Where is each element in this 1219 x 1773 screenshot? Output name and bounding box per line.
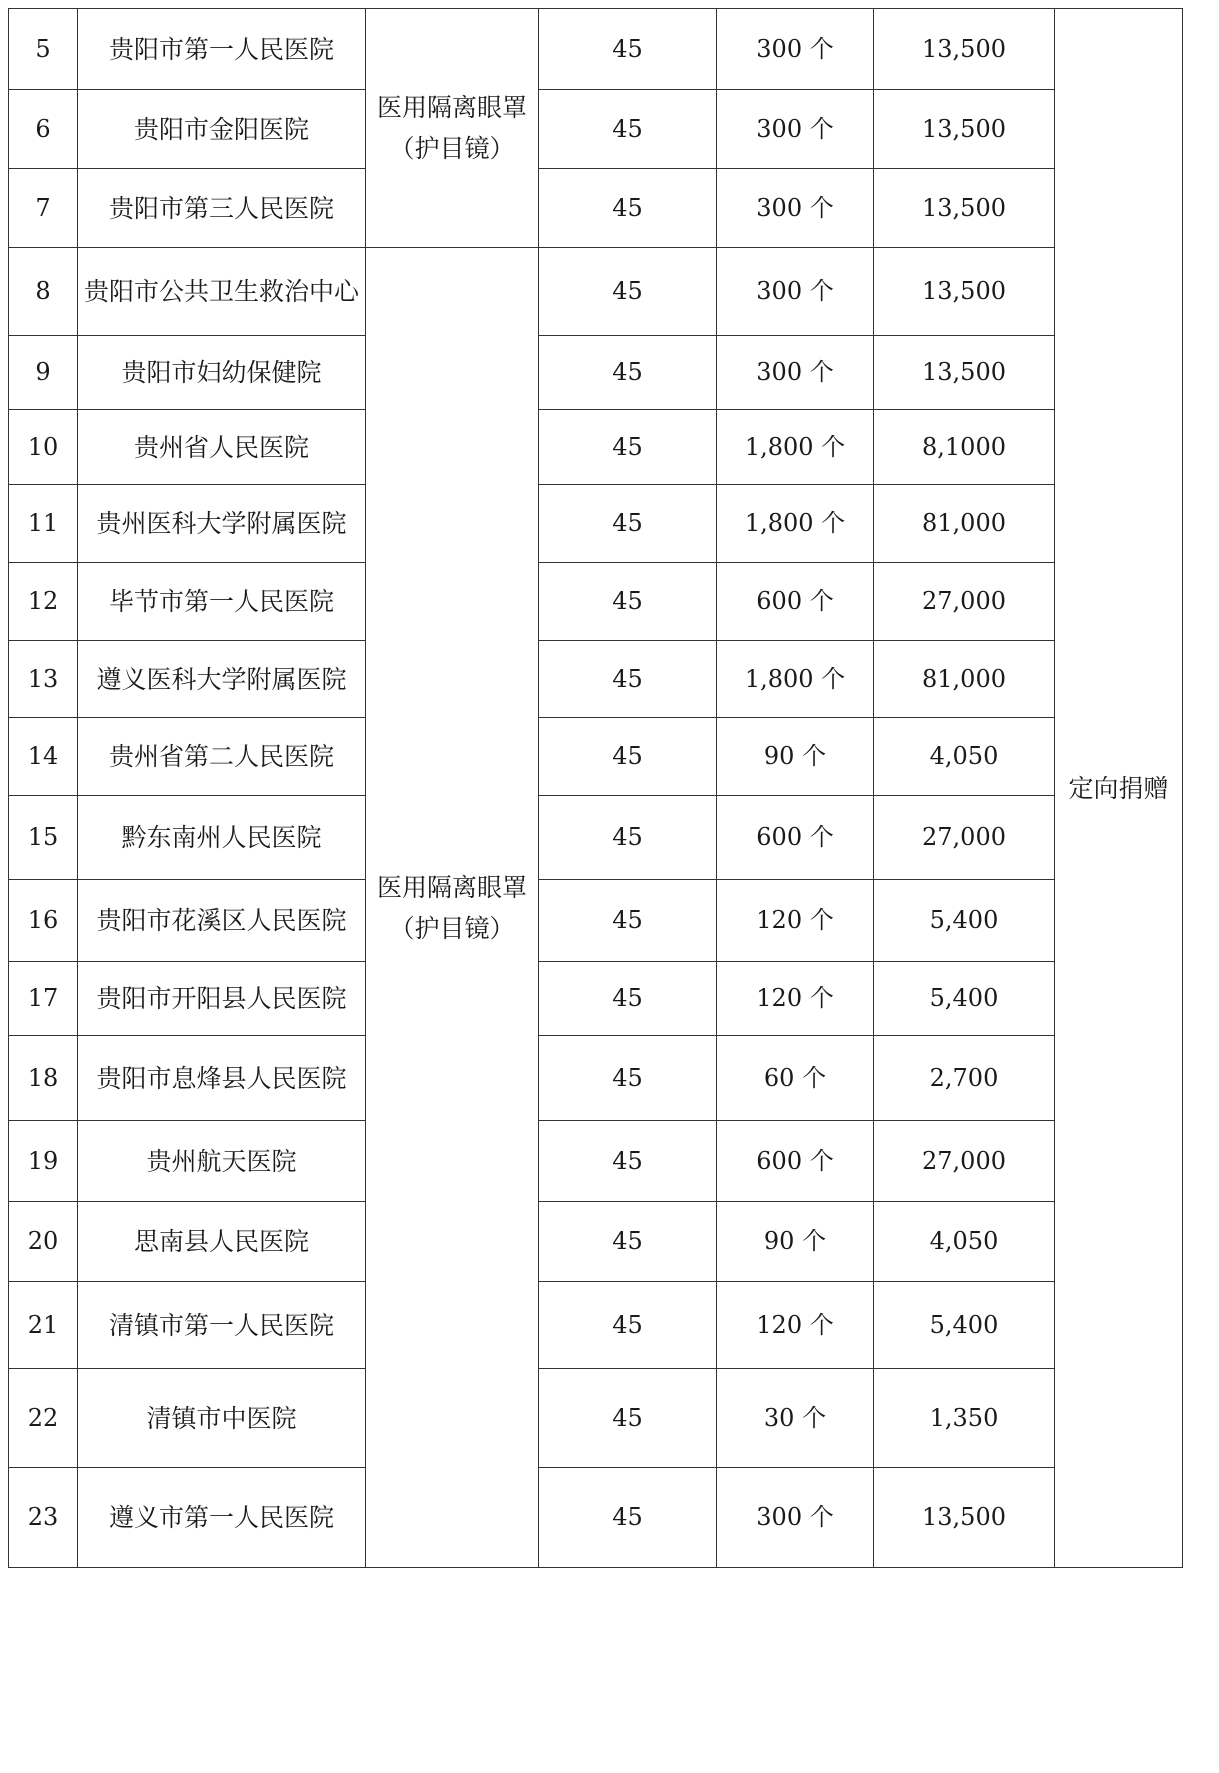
amount: 13,500 <box>874 1468 1055 1568</box>
unit-price: 45 <box>539 485 717 563</box>
amount: 27,000 <box>874 1121 1055 1202</box>
row-number: 21 <box>9 1282 78 1369</box>
table-row <box>9 1202 1183 1282</box>
amount: 4,050 <box>874 718 1055 796</box>
quantity: 90 个 <box>717 718 874 796</box>
row-number: 10 <box>9 410 78 485</box>
table-row <box>9 410 1183 485</box>
table-row <box>9 1036 1183 1121</box>
hospital-name: 思南县人民医院 <box>78 1202 366 1282</box>
hospital-name: 遵义市第一人民医院 <box>78 1468 366 1568</box>
quantity: 120 个 <box>717 1282 874 1369</box>
quantity: 60 个 <box>717 1036 874 1121</box>
unit-price: 45 <box>539 410 717 485</box>
unit-price: 45 <box>539 1369 717 1468</box>
unit-price: 45 <box>539 1036 717 1121</box>
table-row <box>9 336 1183 410</box>
quantity: 300 个 <box>717 336 874 410</box>
unit-price: 45 <box>539 90 717 169</box>
unit-price: 45 <box>539 9 717 90</box>
unit-price: 45 <box>539 336 717 410</box>
unit-price: 45 <box>539 563 717 641</box>
amount: 13,500 <box>874 9 1055 90</box>
amount: 13,500 <box>874 248 1055 336</box>
quantity: 300 个 <box>717 1468 874 1568</box>
unit-price: 45 <box>539 169 717 248</box>
quantity: 300 个 <box>717 248 874 336</box>
row-number: 11 <box>9 485 78 563</box>
hospital-name: 贵阳市息烽县人民医院 <box>78 1036 366 1121</box>
amount: 5,400 <box>874 962 1055 1036</box>
unit-price: 45 <box>539 718 717 796</box>
amount: 2,700 <box>874 1036 1055 1121</box>
table-row <box>9 718 1183 796</box>
table-row <box>9 485 1183 563</box>
row-number: 12 <box>9 563 78 641</box>
amount: 27,000 <box>874 563 1055 641</box>
quantity: 1,800 个 <box>717 410 874 485</box>
item-name: 医用隔离眼罩（护目镜） <box>366 248 539 1568</box>
quantity: 600 个 <box>717 563 874 641</box>
unit-price: 45 <box>539 796 717 880</box>
amount: 81,000 <box>874 641 1055 718</box>
hospital-name: 清镇市中医院 <box>78 1369 366 1468</box>
unit-price: 45 <box>539 641 717 718</box>
quantity: 300 个 <box>717 90 874 169</box>
table-row <box>9 1282 1183 1369</box>
table-row <box>9 880 1183 962</box>
row-number: 16 <box>9 880 78 962</box>
hospital-name: 贵州航天医院 <box>78 1121 366 1202</box>
donation-table <box>8 8 1183 1568</box>
quantity: 1,800 个 <box>717 641 874 718</box>
hospital-name: 贵阳市开阳县人民医院 <box>78 962 366 1036</box>
table-row <box>9 1468 1183 1568</box>
row-number: 5 <box>9 9 78 90</box>
row-number: 14 <box>9 718 78 796</box>
table-row <box>9 90 1183 169</box>
table-row <box>9 169 1183 248</box>
unit-price: 45 <box>539 1121 717 1202</box>
row-number: 8 <box>9 248 78 336</box>
amount: 13,500 <box>874 169 1055 248</box>
quantity: 600 个 <box>717 796 874 880</box>
amount: 13,500 <box>874 90 1055 169</box>
unit-price: 45 <box>539 248 717 336</box>
note-cell <box>1055 9 1183 1568</box>
row-number: 19 <box>9 1121 78 1202</box>
quantity: 120 个 <box>717 880 874 962</box>
amount: 8,1000 <box>874 410 1055 485</box>
table-row <box>9 1121 1183 1202</box>
row-number: 6 <box>9 90 78 169</box>
hospital-name: 清镇市第一人民医院 <box>78 1282 366 1369</box>
unit-price: 45 <box>539 1468 717 1568</box>
amount: 81,000 <box>874 485 1055 563</box>
row-number: 15 <box>9 796 78 880</box>
hospital-name: 贵州省第二人民医院 <box>78 718 366 796</box>
table-row <box>9 641 1183 718</box>
hospital-name: 毕节市第一人民医院 <box>78 563 366 641</box>
table-row <box>9 248 1183 336</box>
table-row <box>9 796 1183 880</box>
hospital-name: 贵阳市第一人民医院 <box>78 9 366 90</box>
amount: 1,350 <box>874 1369 1055 1468</box>
unit-price: 45 <box>539 880 717 962</box>
quantity: 120 个 <box>717 962 874 1036</box>
amount: 4,050 <box>874 1202 1055 1282</box>
item-name: 医用隔离眼罩（护目镜） <box>366 9 539 248</box>
table-row <box>9 1369 1183 1468</box>
quantity: 600 个 <box>717 1121 874 1202</box>
row-number: 18 <box>9 1036 78 1121</box>
amount: 27,000 <box>874 796 1055 880</box>
amount: 5,400 <box>874 880 1055 962</box>
note-text: 定向捐赠 <box>1068 773 1169 803</box>
unit-price: 45 <box>539 962 717 1036</box>
hospital-name: 贵阳市第三人民医院 <box>78 169 366 248</box>
quantity: 30 个 <box>717 1369 874 1468</box>
hospital-name: 遵义医科大学附属医院 <box>78 641 366 718</box>
row-number: 20 <box>9 1202 78 1282</box>
quantity: 1,800 个 <box>717 485 874 563</box>
row-number: 7 <box>9 169 78 248</box>
quantity: 300 个 <box>717 169 874 248</box>
quantity: 300 个 <box>717 9 874 90</box>
table-row <box>9 563 1183 641</box>
hospital-name: 贵阳市妇幼保健院 <box>78 336 366 410</box>
row-number: 17 <box>9 962 78 1036</box>
hospital-name: 贵阳市金阳医院 <box>78 90 366 169</box>
hospital-name: 贵阳市花溪区人民医院 <box>78 880 366 962</box>
hospital-name: 黔东南州人民医院 <box>78 796 366 880</box>
hospital-name: 贵阳市公共卫生救治中心 <box>78 248 366 336</box>
row-number: 13 <box>9 641 78 718</box>
quantity: 90 个 <box>717 1202 874 1282</box>
hospital-name: 贵州医科大学附属医院 <box>78 485 366 563</box>
row-number: 9 <box>9 336 78 410</box>
row-number: 23 <box>9 1468 78 1568</box>
row-number: 22 <box>9 1369 78 1468</box>
unit-price: 45 <box>539 1202 717 1282</box>
hospital-name: 贵州省人民医院 <box>78 410 366 485</box>
table-row <box>9 962 1183 1036</box>
amount: 5,400 <box>874 1282 1055 1369</box>
table-row <box>9 9 1183 90</box>
amount: 13,500 <box>874 336 1055 410</box>
unit-price: 45 <box>539 1282 717 1369</box>
